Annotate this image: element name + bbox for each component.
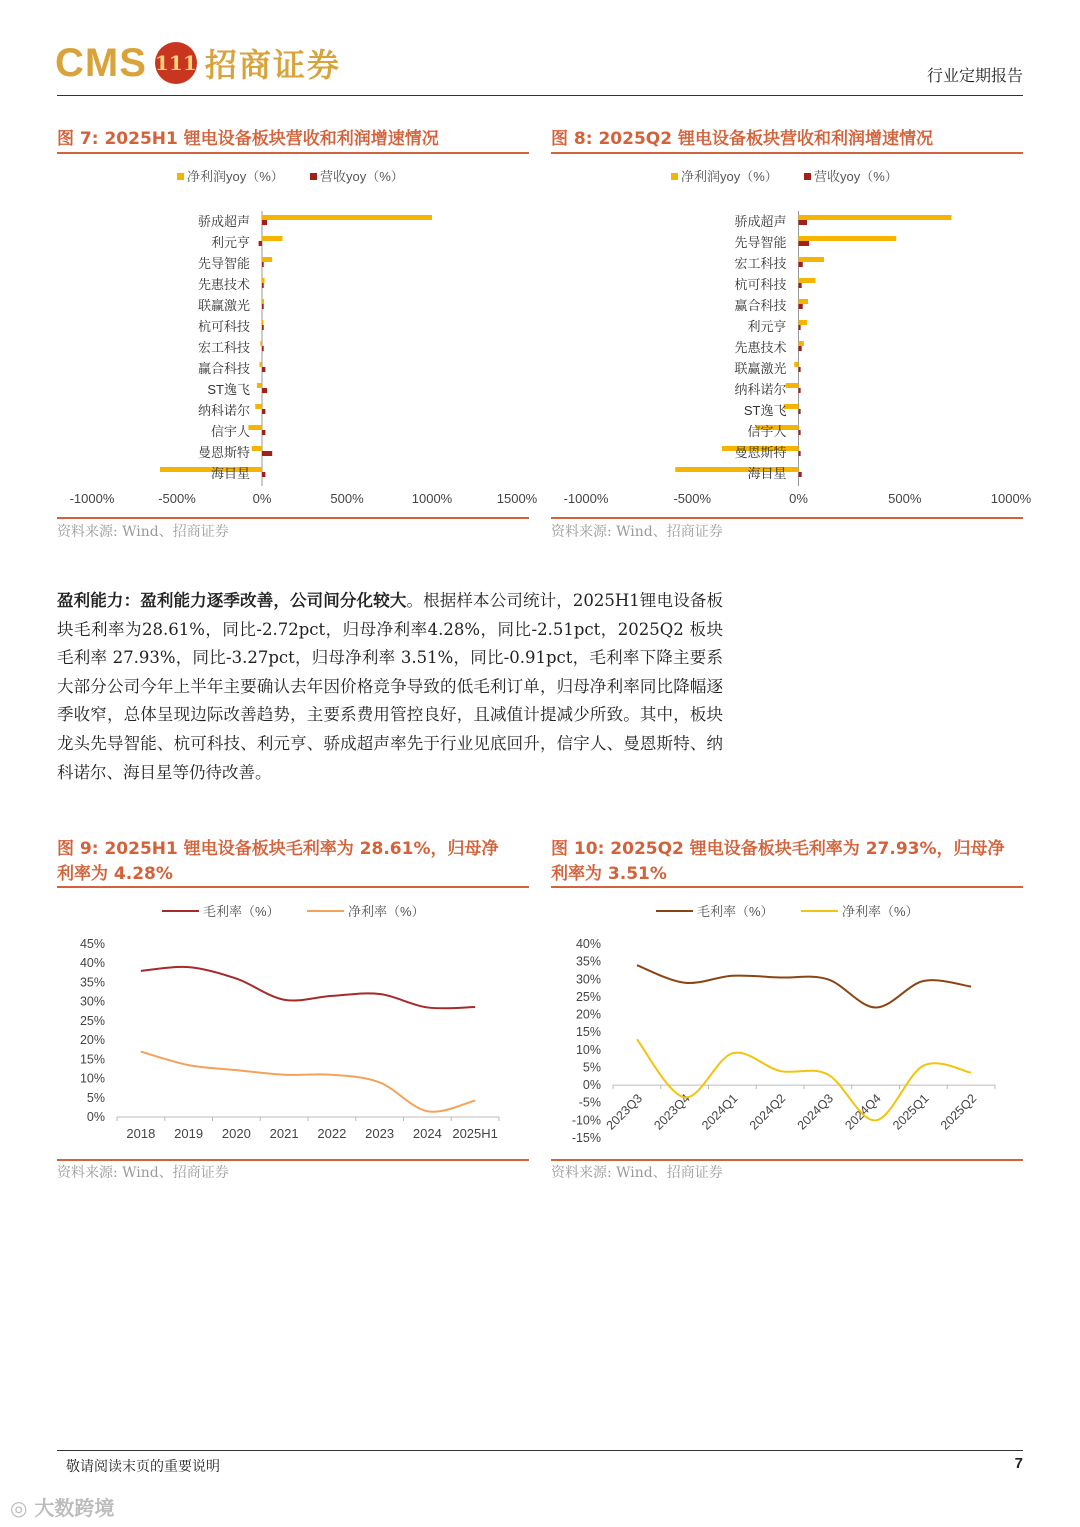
fig10-series-line-0 [637,965,971,1007]
fig8-bar-revenue [799,472,802,477]
fig10-xtick-label: 2025Q1 [890,1091,932,1133]
logo-text: CMS [55,40,147,85]
fig8-bar-revenue [799,346,802,351]
fig9-ytick-label: 30% [79,994,105,1009]
fig8-bar-profit [799,320,808,325]
fig7-category-label: 先惠技术 [197,277,250,292]
fig7-xtick-label: 0% [252,491,272,506]
fig7-legend-swatch-1 [310,173,317,180]
fig7-category-label: 联赢激光 [197,298,250,313]
fig9-title [57,837,529,887]
fig7-bar-profit [262,278,265,283]
fig8-xtick-label: -500% [673,491,712,506]
fig9-title-line2: 利率为 4.28% [57,864,173,884]
fig10-xtick-label: 2023Q3 [603,1091,645,1133]
fig8-title: 图 8: 2025Q2 锂电设备板块营收和利润增速情况 [551,129,933,149]
fig7-category-label: 利元亨 [210,235,250,250]
page-number: 7 [1014,1455,1023,1472]
fig9-ytick-label: 0% [86,1110,105,1124]
fig9-ytick-label: 25% [79,1013,105,1028]
fig8-bar-revenue [799,430,801,435]
fig7-chart [57,160,538,516]
fig10-xtick-label: 2024Q1 [699,1091,741,1133]
fig9-ytick-label: 20% [79,1033,105,1048]
fig9-series-line-1 [141,1052,475,1112]
fig8-category-label: 纳科诺尔 [734,382,787,397]
fig10-title-rule [551,886,1023,888]
fig7-bar-revenue [262,262,264,267]
fig10-ytick-label: 10% [575,1042,601,1057]
fig10-xtick-label: 2024Q3 [794,1091,836,1133]
fig9-xtick-label: 2020 [221,1126,251,1141]
fig8-bar-profit [786,383,799,388]
fig7-bar-profit [260,341,262,346]
paragraph-body: 。根据样本公司统计，2025H1锂电设备板块毛利率为28.61%，同比-2.72pct，归母净利率4.28%，同比-2.51pct，2025Q2 板块毛利率 27.93%，同比-3.27pct，归母净利率 3.51%，同比-0.91pct，毛利率下降主要系大部分公司今年上半年主要确认去年因价格竞争导致的低毛利订单，归母净利率同比降幅逐季收窄，总体呈现边际改善趋势，主要系费用管控良好，且减值计提减少所致。其中，板块龙头先导智能、杭可科技、利元亨、骄成超声率先于行业见底回升，信宇人、曼恩斯特、纳科诺尔、海目星等仍待改善。 [57,591,723,782]
fig10-title [551,837,1023,887]
fig7-bar-profit [262,215,432,220]
fig9-xtick-label: 2023 [365,1126,395,1141]
fig7-bar-revenue [262,451,272,456]
fig7-legend-swatch-0 [177,173,184,180]
fig8-category-label: 信宇人 [747,424,787,439]
fig8-bar-profit [799,257,825,262]
fig10-ytick-label: -10% [571,1113,601,1128]
fig9-xtick-label: 2021 [269,1126,299,1141]
fig7-bar-revenue [262,409,265,414]
fig10-ytick-label: 30% [575,972,601,987]
fig8-bar-revenue [799,283,802,288]
fig7-category-label: 纳科诺尔 [197,403,250,418]
fig8-category-label: 先导智能 [734,235,787,250]
fig8-bar-revenue [799,388,801,393]
fig7-category-label: 赢合科技 [197,361,250,376]
fig9-xtick-label: 2019 [174,1126,204,1141]
fig7-bar-revenue [262,304,264,309]
fig7-bar-revenue [262,325,264,330]
fig9-xtick-label: 2018 [126,1126,156,1141]
fig7-title: 图 7: 2025H1 锂电设备板块营收和利润增速情况 [57,129,439,149]
fig9-title-line1: 图 9: 2025H1 锂电设备板块毛利率为 28.61%，归母净 [57,839,499,859]
fig9-series-line-0 [141,967,475,1008]
fig8-category-label: 骄成超声 [734,214,787,229]
fig7-bar-revenue [259,241,262,246]
fig9-xtick-label: 2022 [317,1126,347,1141]
fig8-category-label: 先惠技术 [734,340,787,355]
fig8-bar-profit [799,278,816,283]
fig9-legend-label-0: 毛利率（%） [203,904,280,919]
fig7-category-label: 宏工科技 [197,340,250,355]
fig7-category-label: ST逸飞 [207,382,250,397]
fig7-xtick-label: 1500% [496,491,538,506]
fig8-bar-revenue [799,241,810,246]
fig9-ytick-label: 35% [79,975,105,990]
fig9-ytick-label: 10% [79,1071,105,1086]
fig8-category-label: 杭可科技 [734,277,787,292]
fig8-bar-profit [799,341,804,346]
fig7-bar-profit [257,383,262,388]
footer-divider [57,1450,1023,1451]
fig7-legend-label-0: 净利润yoy（%） [187,169,284,184]
fig9-xtick-label: 2025H1 [452,1126,498,1141]
watermark-text: 大数跨境 [34,1496,115,1520]
fig8-category-label: 宏工科技 [734,256,787,271]
fig8-category-label: 赢合科技 [734,298,787,313]
fig7-bar-revenue [262,430,265,435]
fig8-category-label: ST逸飞 [743,403,787,418]
fig10-ytick-label: -5% [578,1095,601,1110]
logo-seal-text: 111 [155,51,197,75]
fig7-bar-profit [248,425,262,430]
fig7-legend-label-1: 营收yoy（%） [320,169,404,184]
fig10-title-line1: 图 10: 2025Q2 锂电设备板块毛利率为 27.93%，归母净 [551,839,1005,859]
fig8-xtick-label: 500% [888,491,922,506]
fig9-legend-label-1: 净利率（%） [348,904,425,919]
fig9-ytick-label: 40% [79,956,105,971]
fig8-bar-profit [799,215,952,220]
fig7-bar-revenue [262,367,265,372]
fig7-source: 资料来源: Wind、招商证券 [57,524,229,540]
fig8-category-label: 利元亨 [747,319,787,334]
fig7-bar-revenue [262,388,267,393]
fig9-title-rule [57,886,529,888]
fig7-bar-revenue [262,472,265,477]
fig7-bar-profit [259,362,262,367]
fig7-xtick-label: 1000% [411,491,453,506]
fig10-source: 资料来源: Wind、招商证券 [551,1165,723,1181]
fig8-source: 资料来源: Wind、招商证券 [551,524,723,540]
header-divider [57,95,1023,96]
fig7-bar-profit [262,236,282,241]
fig7-xtick-label: -1000% [69,491,115,506]
fig8-category-label: 海目星 [747,466,787,481]
fig8-legend-label-0: 净利润yoy（%） [681,169,778,184]
fig8-bar-revenue [799,220,808,225]
fig7-bar-revenue [262,220,267,225]
fig10-ytick-label: 25% [575,989,601,1004]
fig7-bar-profit [262,320,263,325]
fig8-xtick-label: 0% [789,491,808,506]
fig8-bar-profit [799,236,897,241]
fig10-xtick-label: 2024Q4 [842,1091,884,1133]
company-logo [55,38,341,88]
fig8-legend-label-1: 营收yoy（%） [814,169,898,184]
logo-seal-icon [155,42,197,84]
fig7-category-label: 曼恩斯特 [197,445,250,460]
fig9-source: 资料来源: Wind、招商证券 [57,1165,229,1181]
fig10-title-line2: 利率为 3.51% [551,864,667,884]
watermark-icon: ◎ [10,1496,28,1520]
fig7-bar-profit [262,257,272,262]
fig10-ytick-label: 5% [582,1060,601,1075]
fig10-ytick-label: 20% [575,1007,601,1022]
fig7-category-label: 杭可科技 [197,319,250,334]
fig8-bar-revenue [799,262,803,267]
fig10-legend-label-1: 净利率（%） [842,904,919,919]
fig8-source-rule [551,517,1023,519]
fig7-title-rule [57,152,529,154]
fig8-bar-revenue [799,304,803,309]
fig8-xtick-label: 1000% [990,491,1032,506]
fig9-xtick-label: 2024 [412,1126,442,1141]
logo-chinese-name: 招商证券 [204,46,341,84]
fig8-bar-revenue [799,451,801,456]
fig8-bar-profit [794,362,798,367]
fig7-bar-profit [262,299,264,304]
fig9-ytick-label: 5% [86,1090,105,1105]
fig10-ytick-label: 15% [575,1025,601,1040]
footer-disclaimer: 敬请阅读末页的重要说明 [66,1459,220,1475]
fig10-legend-label-0: 毛利率（%） [697,904,774,919]
fig7-bar-revenue [262,346,264,351]
fig8-bar-revenue [799,325,801,330]
fig7-category-label: 信宇人 [210,424,250,439]
fig8-legend-swatch-0 [671,173,678,180]
fig10-chart [551,893,1023,1157]
fig8-title-rule [551,152,1023,154]
fig7-category-label: 骄成超声 [197,214,250,229]
fig7-bar-profit [252,446,262,451]
fig9-ytick-label: 15% [79,1052,105,1067]
fig8-bar-profit [799,299,809,304]
fig8-xtick-label: -1000% [563,491,609,506]
fig8-category-label: 联赢激光 [734,361,787,376]
fig10-ytick-label: 35% [575,954,601,969]
paragraph-lead: 盈利能力：盈利能力逐季改善，公司间分化较大 [57,591,407,610]
fig10-ytick-label: 0% [582,1078,601,1093]
fig7-bar-revenue [262,283,264,288]
fig7-xtick-label: 500% [330,491,364,506]
fig10-xtick-label: 2025Q2 [937,1091,980,1133]
fig7-source-rule [57,517,529,519]
fig8-category-label: 曼恩斯特 [734,445,787,460]
fig9-chart [57,893,529,1157]
fig9-ytick-label: 45% [79,937,105,951]
fig10-xtick-label: 2024Q2 [746,1091,789,1133]
fig10-xtick-label: 2023Q4 [651,1091,693,1133]
fig8-bar-revenue [799,367,801,372]
fig10-source-rule [551,1159,1023,1161]
fig7-category-label: 先导智能 [197,256,250,271]
fig7-bar-profit [255,404,262,409]
fig10-ytick-label: -15% [571,1131,601,1145]
fig10-ytick-label: 40% [575,937,601,951]
fig8-chart [551,160,1032,516]
watermark [10,1492,114,1521]
report-type: 行业定期报告 [926,66,1023,85]
fig8-bar-revenue [799,409,801,414]
fig8-legend-swatch-1 [804,173,811,180]
body-paragraph [57,587,723,787]
fig7-category-label: 海目星 [210,466,250,481]
fig9-source-rule [57,1159,529,1161]
fig7-xtick-label: -500% [158,491,196,506]
